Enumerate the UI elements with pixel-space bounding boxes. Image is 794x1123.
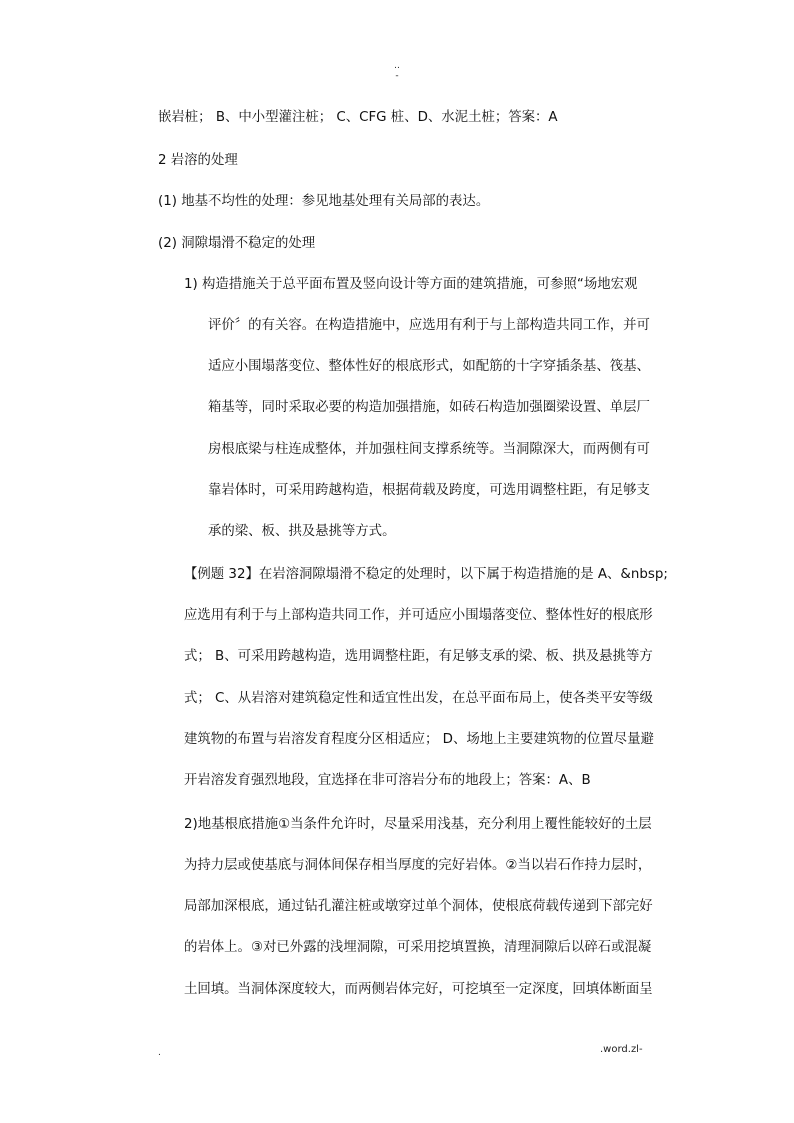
header-mark-dash: - bbox=[395, 71, 399, 81]
text-line: 适应小围塌落变位、整体性好的根底形式，如配筋的十字穿插条基、筏基、 bbox=[208, 359, 650, 374]
footer-left-mark: . bbox=[158, 1048, 161, 1058]
text-line: 房根底梁与柱连成整体，并加强柱间支撑系统等。当洞隙深大，而两侧有可 bbox=[208, 442, 650, 457]
text-line: 的岩体上。③对已外露的浅埋洞隙，可采用挖填置换，清理洞隙后以碎石或混凝 bbox=[184, 940, 652, 955]
text-line: 局部加深根底，通过钻孔灌注桩或墩穿过单个洞体，使根底荷载传递到下部完好 bbox=[184, 899, 653, 914]
text-line: (2) 洞隙塌滑不稳定的处理 bbox=[158, 236, 316, 251]
text-line: 靠岩体时，可采用跨越构造，根据荷载及跨度，可选用调整柱距，有足够支 bbox=[208, 483, 650, 498]
text-line: 评价〞的有关容。在构造措施中，应选用有利于与上部构造共同工作，并可 bbox=[208, 318, 650, 333]
header-mark-dots: .. bbox=[394, 61, 400, 71]
text-line: 2)地基根底措施①当条件允许时，尽量采用浅基，充分利用上覆性能较好的土层 bbox=[184, 817, 652, 832]
text-line: 承的梁、板、拱及悬挑等方式。 bbox=[208, 524, 396, 539]
text-line: 应选用有利于与上部构造共同工作，并可适应小围塌落变位、整体性好的根底形 bbox=[184, 608, 653, 623]
text-line: (1) 地基不均性的处理：参见地基处理有关局部的表达。 bbox=[158, 194, 490, 209]
text-line: 为持力层或使基底与洞体间保存相当厚度的完好岩体。②当以岩石作持力层时， bbox=[184, 858, 652, 873]
text-line: 式； B、可采用跨越构造，选用调整柱距，有足够支承的梁、板、拱及悬挑等方 bbox=[184, 649, 653, 664]
text-line: 箱基等，同时采取必要的构造加强措施，如砖石构造加强圈梁设置、单层厂 bbox=[208, 400, 650, 415]
section-heading: 2 岩溶的处理 bbox=[158, 153, 238, 168]
footer-right-text: .word.zl- bbox=[600, 1044, 643, 1055]
text-line: 建筑物的布置与岩溶发育程度分区相适应； D、场地上主要建筑物的位置尽量避 bbox=[184, 732, 654, 747]
text-line: 土回填。当洞体深度较大，而两侧岩体完好，可挖填至一定深度，回填体断面呈 bbox=[184, 982, 653, 997]
text-line: 式； C、从岩溶对建筑稳定性和适宜性出发，在总平面布局上，使各类平安等级 bbox=[184, 691, 653, 706]
text-line: 嵌岩桩； B、中小型灌注桩； C、CFG 桩、D、水泥土桩；答案：A bbox=[158, 110, 558, 125]
text-line: 开岩溶发育强烈地段，宜选择在非可溶岩分布的地段上；答案：A、B bbox=[184, 773, 591, 788]
example-line: 【例题 32】在岩溶洞隙塌滑不稳定的处理时，以下属于构造措施的是 A、&nbsp; bbox=[184, 567, 668, 582]
text-line: 1) 构造措施关于总平面布置及竖向设计等方面的建筑措施，可参照“场地宏观 bbox=[184, 277, 638, 292]
